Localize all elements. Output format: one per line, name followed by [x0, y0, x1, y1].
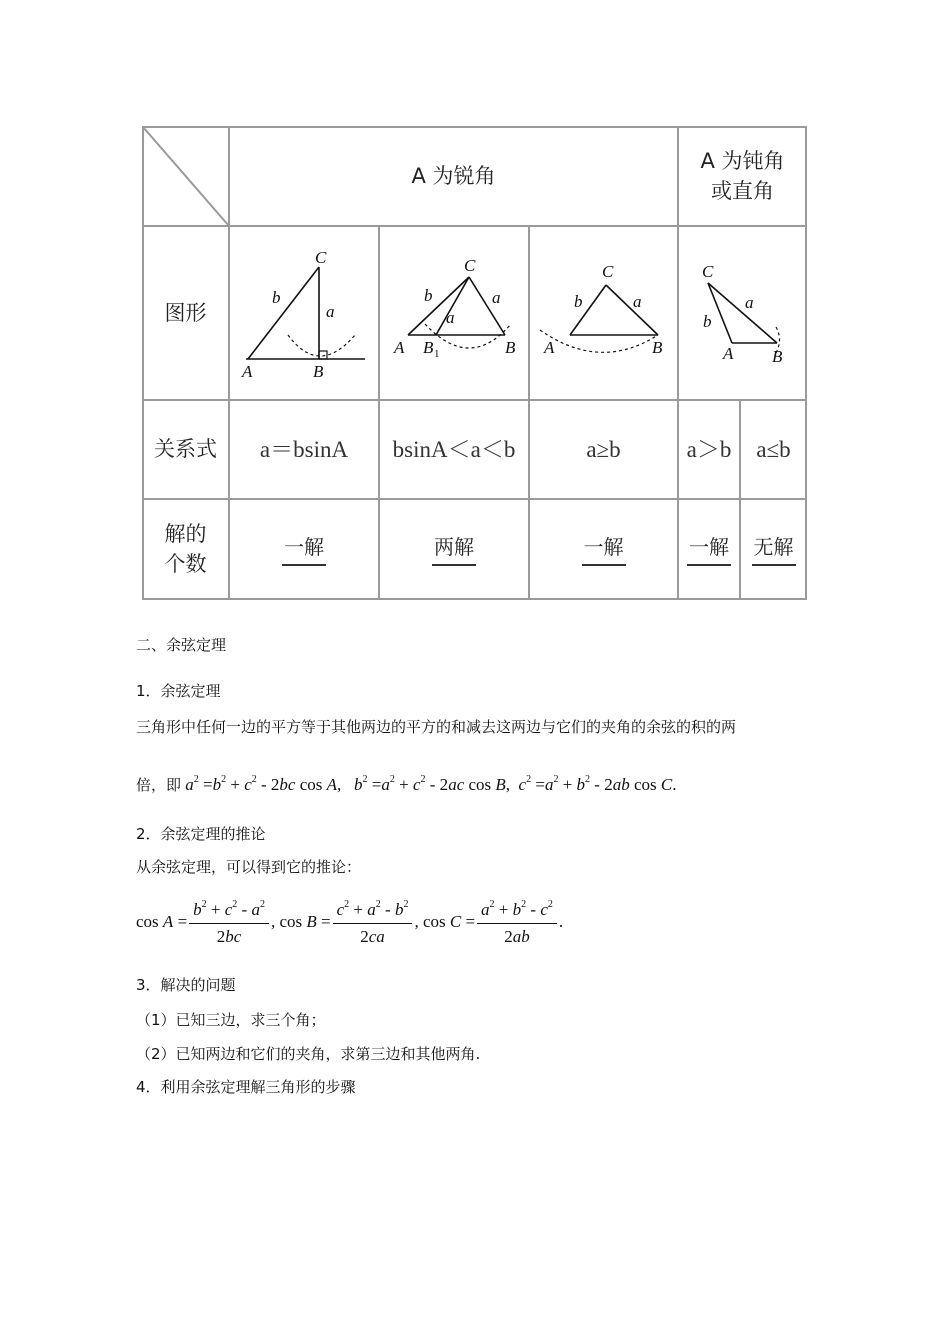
- fig2-label-a-inner: a: [446, 308, 455, 327]
- item2-text: 从余弦定理，可以得到它的推论：: [136, 858, 362, 876]
- fig1-label-b: b: [272, 288, 281, 307]
- answer-cell-1: [229, 499, 379, 599]
- fig1-label-a: a: [326, 302, 335, 321]
- relation-bsinA-lt-a-lt-b: bsinA＜a＜b: [392, 436, 516, 462]
- relation-a-gt-b: a＞b: [686, 436, 732, 462]
- answer-one-solution-2: 一解: [582, 533, 626, 566]
- answer-two-solutions: 两解: [432, 533, 476, 566]
- fig3-label-C: C: [602, 262, 614, 281]
- answer-cell-5: [740, 499, 807, 599]
- item3-sub1: （1）已知三边，求三个角；: [136, 1011, 326, 1029]
- fig4-label-a: a: [745, 293, 754, 312]
- item2-title: 2．余弦定理的推论: [136, 825, 266, 843]
- cosine-law-formulas: 倍，即 $a^2 =b^2 + c^2 - 2bc$ cos A, $b^2 =a^2 + c^2 - 2ac$ cos B, $c^2 =a^2 + b^2 - 2ab$ cos C.: [136, 774, 677, 794]
- fig4-label-b: b: [703, 312, 712, 331]
- figure-one-solution-right: [230, 227, 378, 399]
- answer-one-solution-3: 一解: [687, 533, 731, 566]
- item1-prefix: 倍，即: [136, 776, 182, 794]
- fig4-label-B: B: [772, 347, 783, 366]
- answer-cell-3: [529, 499, 678, 599]
- row-label-figure: 图形: [164, 300, 207, 325]
- section-title-cosine-law: 二、余弦定理: [136, 636, 227, 654]
- item1-title: 1．余弦定理: [136, 682, 221, 700]
- fig2-label-a-outer: a: [492, 288, 501, 307]
- header-obtuse-line1: A 为钝角: [700, 148, 785, 173]
- fig2-label-subscript: 1: [434, 348, 440, 360]
- row-label-count: [142, 506, 229, 592]
- fig3-label-A: A: [544, 338, 555, 357]
- item3-title: 3．解决的问题: [136, 976, 236, 994]
- item4-title: 4．利用余弦定理解三角形的步骤: [136, 1078, 356, 1096]
- fig4-label-A: A: [723, 344, 734, 363]
- relation-a-equals-bsinA: a＝bsinA: [259, 436, 349, 462]
- header-acute: A 为锐角: [411, 163, 496, 188]
- item3-sub2: （2）已知两边和它们的夹角，求第三边和其他两角.: [136, 1045, 481, 1063]
- fig2-label-A: A: [394, 338, 405, 357]
- fig3-label-b: b: [574, 292, 583, 311]
- answer-cell-2: [379, 499, 529, 599]
- fig2-label-B1: B: [423, 338, 434, 357]
- relation-a-ge-b: a≥b: [586, 436, 621, 462]
- fig1-label-A: A: [242, 362, 253, 381]
- fig2-label-B: B: [505, 338, 516, 357]
- fig1-label-C: C: [315, 248, 327, 267]
- row-label-count-line1: 解的: [164, 521, 207, 546]
- figure-one-solution-large-a: [530, 227, 678, 399]
- header-obtuse: [678, 136, 807, 216]
- header-obtuse-line2: 或直角: [711, 179, 774, 203]
- row-label-relation: 关系式: [154, 437, 217, 462]
- answer-cell-4: [678, 499, 740, 599]
- row-label-count-line2: 个数: [164, 552, 207, 576]
- fig3-label-a: a: [633, 292, 642, 311]
- fig1-label-B: B: [313, 362, 324, 381]
- fig2-label-C: C: [464, 256, 476, 275]
- item1-text: 三角形中任何一边的平方等于其他两边的平方的和减去这两边与它们的夹角的余弦的积的两: [136, 718, 737, 736]
- fig2-label-b: b: [424, 286, 433, 305]
- answer-one-solution: 一解: [282, 533, 326, 566]
- fig4-label-C: C: [702, 262, 714, 281]
- answer-no-solution: 无解: [752, 533, 796, 566]
- figure-obtuse-angle: [679, 227, 806, 399]
- fig3-label-B: B: [652, 338, 663, 357]
- figure-two-solutions: [380, 227, 528, 399]
- relation-a-le-b: a≤b: [756, 436, 791, 462]
- cosine-law-corollary: cos A = $\frac{b^2 + c^2 - a^2}{2bc}$ , cos B = $\frac{c^2 + a^2 - b^2}{2ca}$ , cos C = $\frac{a^2 + b^2 - c^2}{2ab}$ .: [136, 899, 564, 946]
- solution-count-table: [142, 126, 807, 600]
